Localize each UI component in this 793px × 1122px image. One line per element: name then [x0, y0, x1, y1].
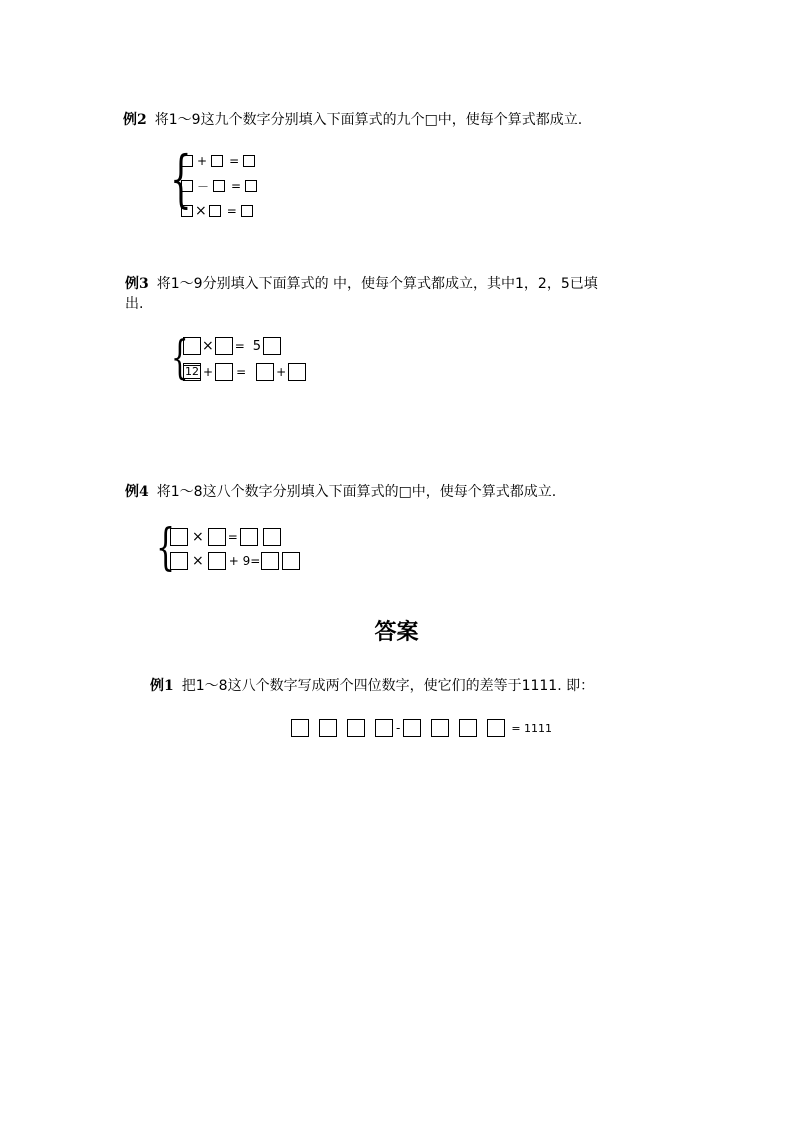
equals-sign: = — [227, 530, 238, 544]
blank-box[interactable] — [183, 337, 201, 355]
plus-sign: + — [276, 365, 287, 379]
example-4-equation-2 — [170, 551, 300, 571]
left-brace: { — [171, 330, 189, 384]
blank-box[interactable] — [213, 180, 225, 192]
blank-box[interactable] — [256, 363, 274, 381]
example-4-text: 将1～8这八个数字分别填入下面算式的□中，使每个算式都成立. — [156, 484, 557, 500]
blank-box[interactable] — [170, 528, 188, 546]
example-3-label: 例3 — [125, 276, 149, 292]
blank-box[interactable] — [181, 155, 193, 167]
blank-box[interactable] — [245, 180, 257, 192]
answer-1-equation — [291, 718, 556, 738]
example-2-equation-2 — [181, 176, 257, 196]
times-sign: × — [192, 529, 204, 545]
result-text: = 1111 — [511, 721, 553, 735]
blank-box[interactable] — [240, 528, 258, 546]
example-2-equation-1 — [181, 151, 255, 171]
blank-box[interactable] — [319, 719, 337, 737]
blank-box[interactable] — [215, 337, 233, 355]
answer-1-text: 把1～8这八个数字写成两个四位数字，使它们的差等于1111. 即： — [181, 678, 595, 694]
blank-box[interactable] — [261, 552, 279, 570]
blank-box[interactable] — [288, 363, 306, 381]
blank-box[interactable] — [263, 337, 281, 355]
blank-box[interactable] — [181, 180, 193, 192]
example-2-statement — [123, 111, 582, 129]
left-brace: { — [156, 518, 176, 576]
example-4-equation-1 — [170, 527, 281, 547]
blank-box[interactable] — [403, 719, 421, 737]
answer-1-statement — [150, 677, 594, 695]
example-2-label: 例2 — [123, 112, 147, 128]
example-4-statement — [125, 483, 556, 501]
blank-box[interactable] — [181, 205, 193, 217]
plus-sign: + — [197, 154, 208, 168]
minus-sign: - — [396, 721, 401, 735]
blank-box[interactable] — [215, 363, 233, 381]
plus-nine-equals: + 9= — [228, 554, 261, 568]
blank-box[interactable] — [282, 552, 300, 570]
blank-box[interactable] — [375, 719, 393, 737]
times-sign: × — [192, 553, 204, 569]
blank-box[interactable] — [291, 719, 309, 737]
blank-box[interactable] — [211, 155, 223, 167]
blank-box[interactable] — [208, 528, 226, 546]
digit-five: 5 — [252, 338, 262, 354]
example-3-equation-2 — [183, 362, 306, 382]
example-2-equation-3 — [181, 201, 253, 221]
filled-box-12 — [183, 363, 201, 381]
example-3-statement — [125, 275, 598, 293]
blank-box[interactable] — [209, 205, 221, 217]
blank-box[interactable] — [243, 155, 255, 167]
left-brace: { — [170, 142, 192, 215]
example-4-label: 例4 — [125, 484, 149, 500]
times-sign: × — [195, 203, 207, 219]
blank-box[interactable] — [459, 719, 477, 737]
equals-sign: = — [229, 154, 240, 168]
blank-box[interactable] — [241, 205, 253, 217]
example-3-equation-1 — [183, 336, 281, 356]
filled-box-value: 12 — [185, 365, 199, 378]
minus-sign: － — [197, 179, 210, 194]
answer-title: 答案 — [374, 620, 419, 645]
blank-box[interactable] — [170, 552, 188, 570]
equals-sign: = — [234, 339, 245, 353]
answer-1-label: 例1 — [150, 678, 174, 694]
blank-box[interactable] — [347, 719, 365, 737]
blank-box[interactable] — [487, 719, 505, 737]
example-3-statement-line-2: 出. — [125, 296, 144, 312]
example-2-text: 将1～9这九个数字分别填入下面算式的九个□中，使每个算式都成立. — [154, 112, 583, 128]
plus-sign: + — [203, 365, 214, 379]
example-3-text-line-1: 将1～9分别填入下面算式的 中，使每个算式都成立，其中1，2，5已填 — [156, 276, 598, 292]
times-sign: × — [202, 338, 214, 354]
equals-sign: = — [236, 365, 247, 379]
blank-box[interactable] — [208, 552, 226, 570]
blank-box[interactable] — [263, 528, 281, 546]
equals-sign: = — [231, 179, 242, 193]
blank-box[interactable] — [431, 719, 449, 737]
equals-sign: = — [226, 204, 237, 218]
